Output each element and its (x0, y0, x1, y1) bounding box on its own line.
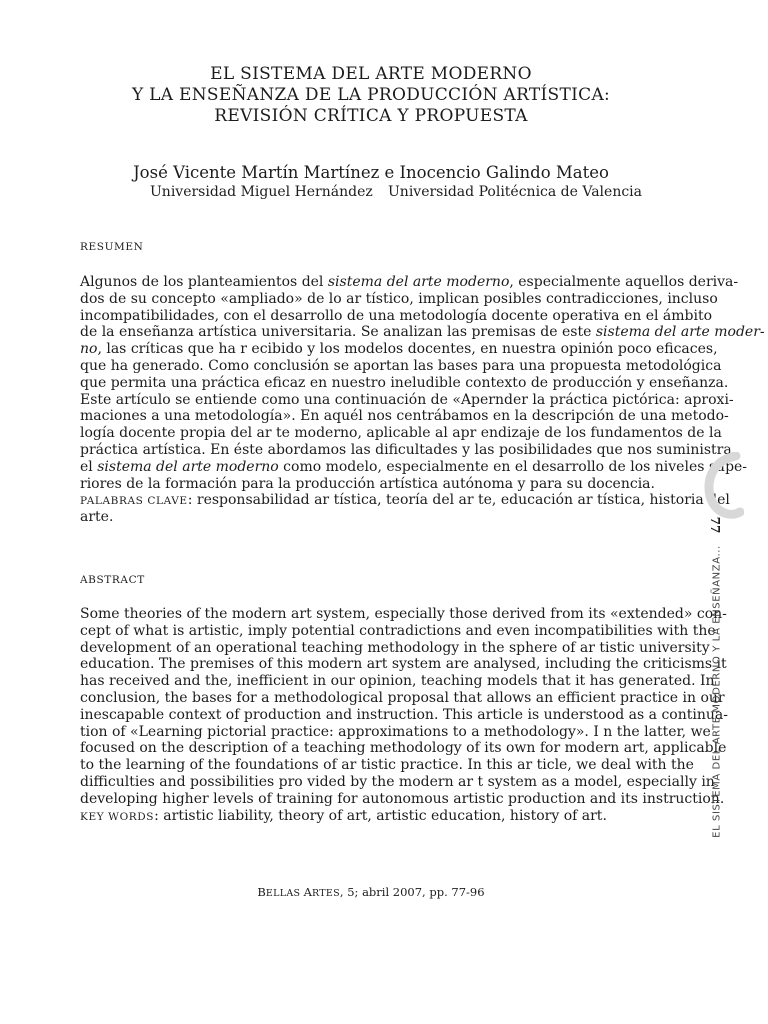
article-title (0, 64, 742, 127)
text-line: maciones a una metodología». En aquél nos centrábamos en la descripción de una metodo- (80, 408, 729, 425)
title-line: REVISIÓN CRÍTICA Y PROPUESTA (214, 106, 528, 126)
text-line: práctica artística. En éste abordamos las dificultades y las posibilidades que nos suministra (80, 441, 732, 458)
key-words-line: KEY WORDS: artistic liability, theory of art, artistic education, history of art. (80, 807, 607, 824)
affiliation-1: Universidad Miguel Hernández (150, 184, 373, 200)
keywords-label: PALABRAS CLAVE (80, 495, 188, 508)
keywords-label: KEY WORDS (80, 810, 155, 823)
text-line: que ha generado. Como conclusión se aportan las bases para una propuesta metodológica (80, 357, 722, 374)
text-line: Algunos de los planteamientos del sistema del arte moderno, especialmente aquellos deriva- (80, 274, 739, 290)
affiliation-2: Universidad Politécnica de Valencia (388, 184, 642, 200)
text-line: conclusion, the bases for a methodological proposal that allows an efficient practice in our (80, 689, 725, 706)
text-line: has received and the, inefficient in our opinion, teaching models that it has generated. In (80, 673, 715, 690)
title-line: Y LA ENSEÑANZA DE LA PRODUCCIÓN ARTÍSTICA: (131, 85, 611, 105)
text-line: no, las críticas que ha r ecibido y los modelos docentes, en nuestra opinión poco eficaces, (80, 341, 718, 358)
text-line: arte. (80, 509, 114, 526)
text-line: que permita una práctica eficaz en nuestro ineludible contexto de producción y enseñanza. (80, 374, 729, 391)
text-line: development of an operational teaching methodology in the sphere of ar tistic university (80, 639, 710, 656)
resumen-heading: RESUMEN (80, 241, 144, 253)
text-line: de la enseñanza artística universitaria. Se analizan las premisas de este sistema del arte moder- (80, 324, 765, 341)
text-line: tion of «Learning pictorial practice: approximations to a methodology». I n the latter, we (80, 723, 711, 740)
text-line: logía docente propia del ar te moderno, aplicable al apr endizaje de los fundamentos de la (80, 425, 722, 442)
running-title: EL SISTEMA DEL ARTE MODERNO Y LA ENSEÑANZA... (711, 545, 723, 838)
text-line: dos de su concepto «ampliado» de lo ar tístico, implican posibles contradicciones, incluso (80, 290, 718, 307)
text-line: el sistema del arte moderno como modelo, especialmente en el desarrollo de los niveles supe- (80, 458, 748, 475)
text-line: difficulties and possibilities pro vided by the modern ar t system as a model, especially in (80, 773, 715, 790)
text-line: developing higher levels of training for autonomous artistic production and its instruction. (80, 790, 725, 807)
text-line: to the learning of the foundations of ar tistic practice. In this ar ticle, we deal with the (80, 757, 694, 774)
text-line: Este artículo se entiende como una continuación de «Apernder la práctica pictórica: aproxi- (80, 391, 734, 408)
title-line: EL SISTEMA DEL ARTE MODERNO (210, 64, 532, 84)
journal-citation: BELLAS ARTES, 5; abril 2007, pp. 77-96 (257, 885, 485, 899)
text-line: cept of what is artistic, imply potential contradictions and even incompatibilities with the (80, 622, 716, 639)
text-line: education. The premises of this modern art system are analysed, including the criticisms it (80, 656, 727, 673)
text-line: incompatibilidades, con el desarrollo de una metodología docente operativa en el ámbito (80, 307, 713, 324)
text-line: focused on the description of a teaching methodology of its own for modern art, applicable (80, 740, 727, 757)
abstract-heading: ABSTRACT (80, 574, 145, 586)
text-line: Some theories of the modern art system, especially those derived from its «extended» con- (80, 606, 727, 622)
text-line: riores de la formación para la producción artística autónoma y para su docencia. (80, 475, 655, 492)
page-number: 77 (708, 516, 722, 534)
text-line: inescapable context of production and instruction. This article is understood as a continua- (80, 706, 728, 723)
author-names: José Vicente Martín Martínez e Inocencio Galindo Mateo (133, 163, 609, 182)
palabras-clave-line: PALABRAS CLAVE: responsabilidad ar tística, teoría del ar te, educación ar tística, historia del (80, 492, 730, 509)
